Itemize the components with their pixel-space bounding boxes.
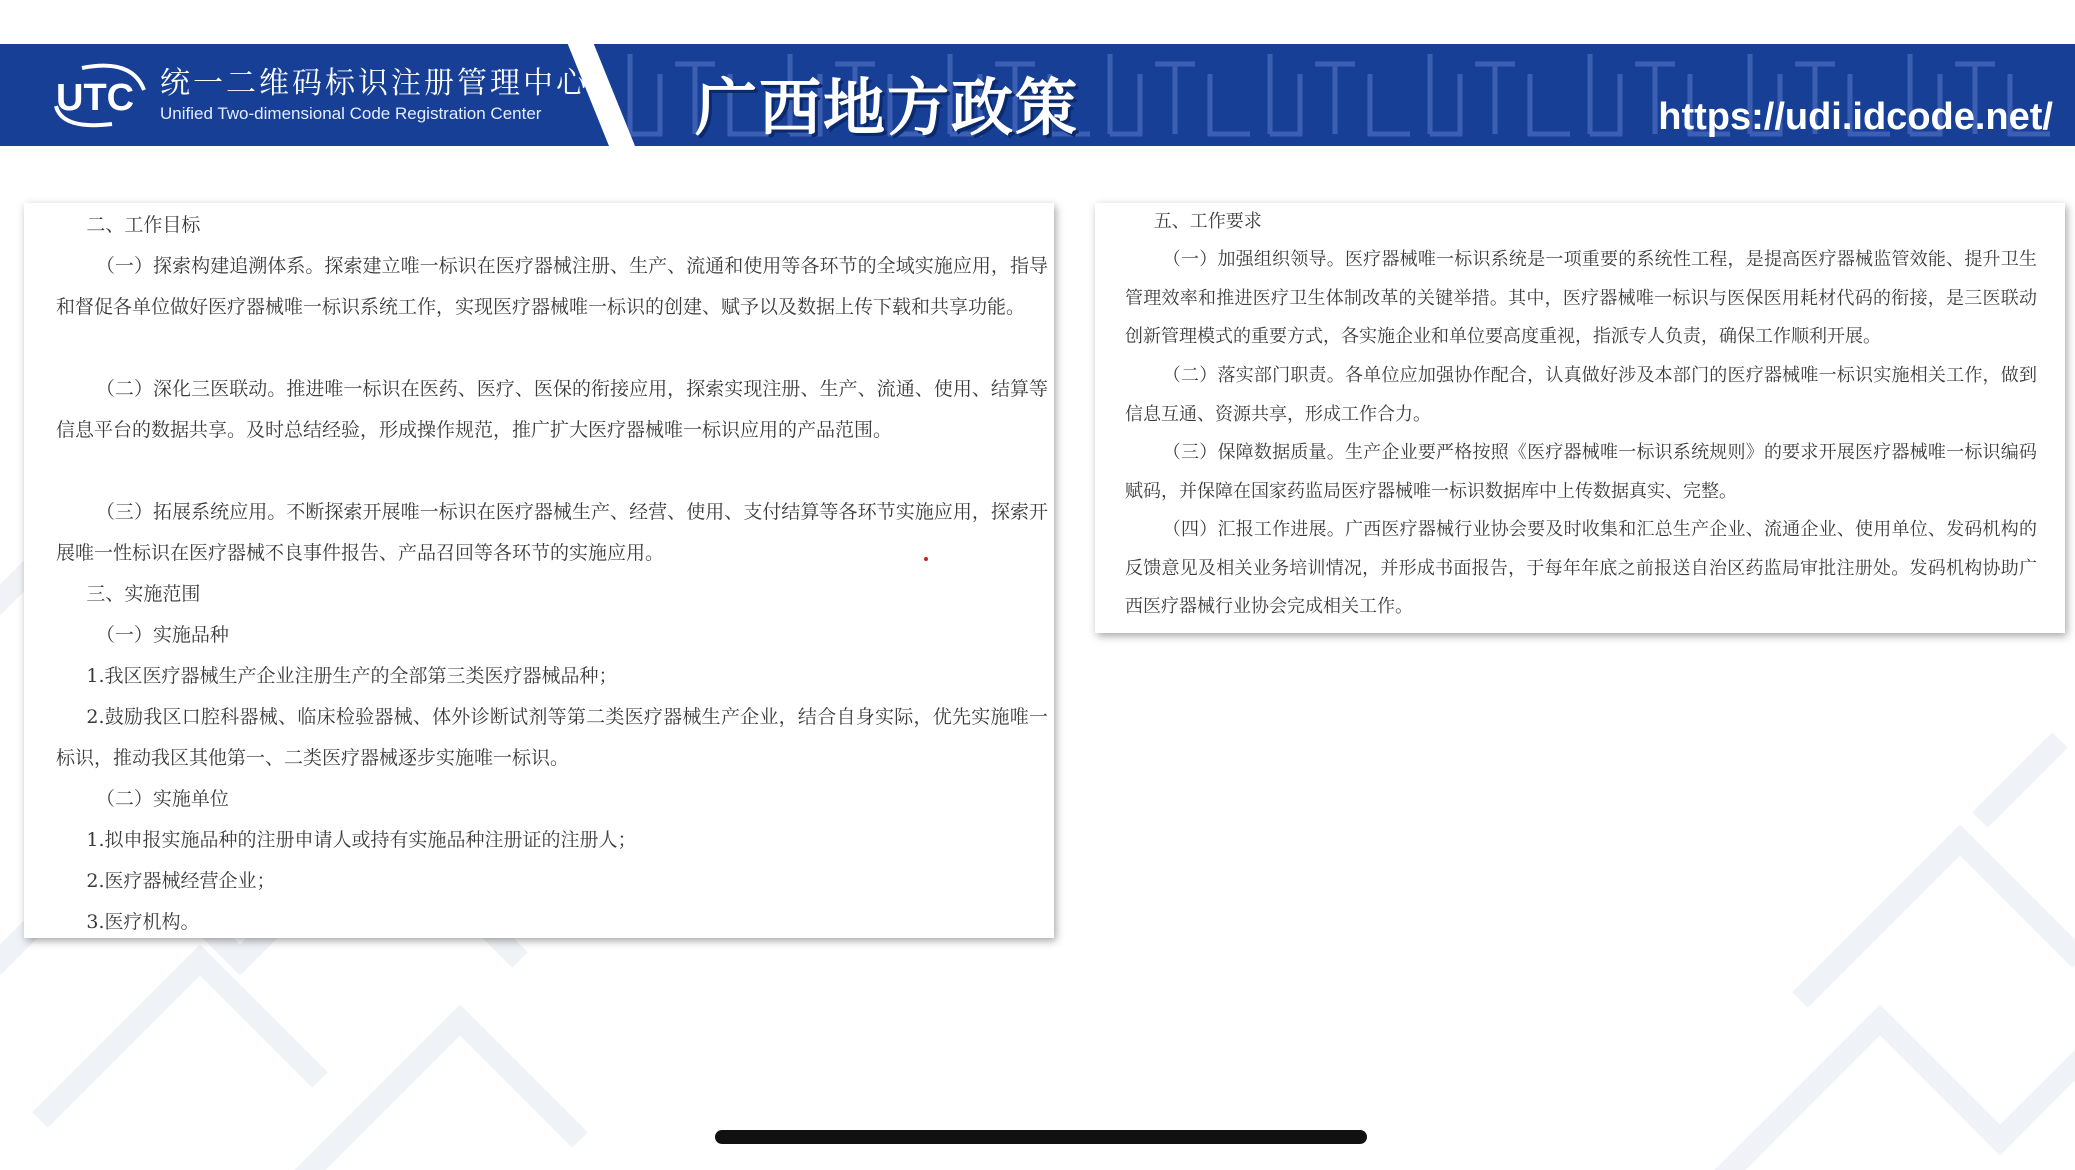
heading-scope: 三、实施范围: [86, 583, 201, 605]
subheading-varieties: （一）实施品种: [95, 624, 229, 646]
list-item-variety-1: 1.我区医疗器械生产企业注册生产的全部第三类医疗器械品种；: [86, 665, 618, 687]
paragraph-goal-3: （三）拓展系统应用。不断探索开展唯一标识在医疗器械生产、经营、使用、支付结算等各环节实施应用，探索开展唯一性标识在医疗器械不良事件报告、产品召回等各环节的实施应用。: [56, 501, 1048, 564]
list-item-unit-2: 2.医疗器械经营企业；: [86, 870, 276, 892]
subheading-units: （二）实施单位: [95, 788, 229, 810]
page-title: 广西地方政策: [695, 71, 1080, 144]
heading-work-goals: 二、工作目标: [86, 214, 201, 236]
paragraph-req-1: （一）加强组织领导。医疗器械唯一标识系统是一项重要的系统性工程，是提高医疗器械监管效能、提升卫生管理效率和推进医疗卫生体制改革的关键举措。其中，医疗器械唯一标识与医保医用耗材代码的衔接，是三医联动创新管理模式的重要方式，各实施企业和单位要高度重视，指派专人负责，确保工作顺利开展。: [1125, 249, 2037, 347]
org-name-cn: 统一二维码标识注册管理中心: [160, 66, 589, 101]
document-page-right: [1095, 203, 2065, 633]
utc-logo-icon: [52, 60, 147, 130]
document-page-left: [24, 203, 1054, 938]
list-item-unit-1: 1.拟申报实施品种的注册申请人或持有实施品种注册证的注册人；: [86, 829, 637, 851]
list-item-unit-3: 3.医疗机构。: [86, 911, 200, 933]
org-name-en: Unified Two-dimensional Code Registration Center: [160, 104, 542, 123]
logo-text: UTC: [56, 77, 135, 119]
list-item-variety-2: 2.鼓励我区口腔科器械、临床检验器械、体外诊断试剂等第二类医疗器械生产企业，结合自身实际，优先实施唯一标识，推动我区其他第一、二类医疗器械逐步实施唯一标识。: [56, 706, 1048, 769]
header-banner: [0, 44, 2075, 146]
paragraph-goal-1: （一）探索构建追溯体系。探索建立唯一标识在医疗器械注册、生产、流通和使用等各环节的全域实施应用，指导和督促各单位做好医疗器械唯一标识系统工作，实现医疗器械唯一标识的创建、赋予以及数据上传下载和共享功能。: [56, 255, 1048, 318]
paragraph-goal-2: （二）深化三医联动。推进唯一标识在医药、医疗、医保的衔接应用，探索实现注册、生产、流通、使用、结算等信息平台的数据共享。及时总结经验，形成操作规范，推广扩大医疗器械唯一标识应用的产品范围。: [56, 378, 1048, 441]
heading-work-requirements: 五、工作要求: [1153, 211, 1262, 232]
home-indicator[interactable]: [715, 1130, 1367, 1144]
paragraph-req-3: （三）保障数据质量。生产企业要严格按照《医疗器械唯一标识系统规则》的要求开展医疗器械唯一标识编码赋码，并保障在国家药监局医疗器械唯一标识数据库中上传数据真实、完整。: [1125, 442, 2037, 502]
paragraph-req-4: （四）汇报工作进展。广西医疗器械行业协会要及时收集和汇总生产企业、流通企业、使用单位、发码机构的反馈意见及相关业务培训情况，并形成书面报告，于每年年底之前报送自治区药监局审批注册处。发码机构协助广西医疗器械行业协会完成相关工作。: [1125, 519, 2037, 617]
site-url: https://udi.idcode.net/: [1658, 96, 2053, 138]
paragraph-req-2: （二）落实部门职责。各单位应加强协作配合，认真做好涉及本部门的医疗器械唯一标识实施相关工作，做到信息互通、资源共享，形成工作合力。: [1125, 365, 2037, 425]
red-mark: [924, 557, 928, 561]
